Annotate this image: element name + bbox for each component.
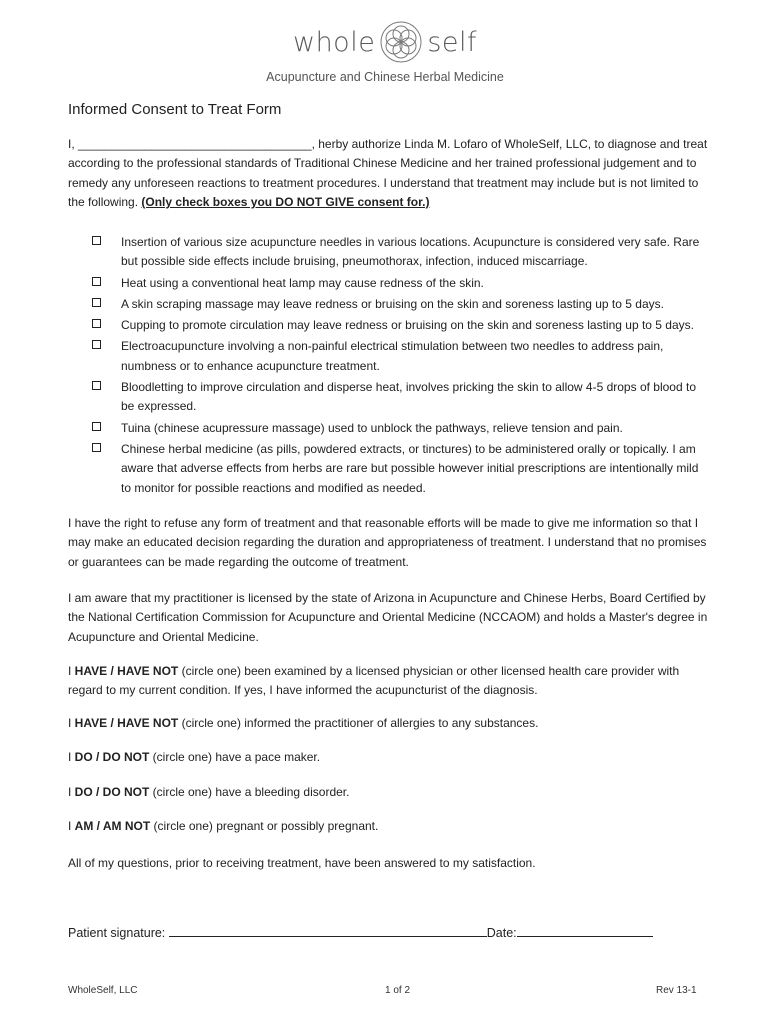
- treatment-text: Cupping to promote circulation may leave redness or bruising on the skin and soreness lasting up to 5 days.: [121, 318, 694, 333]
- flower-of-life-icon: [379, 20, 423, 64]
- treatment-item: [68, 419, 708, 438]
- treatment-text: Tuina (chinese acupressure massage) used to unblock the pathways, relieve tension and pain.: [121, 420, 623, 435]
- question-text: (circle one) been examined by a licensed physician or other licensed health care provider with regard to my current condition. If yes, I have informed the acupuncturist of the diagnosis.: [68, 664, 680, 698]
- treatment-item: [68, 233, 708, 272]
- allergies-question: [68, 714, 708, 733]
- footer-page-number: 1 of 2: [385, 985, 411, 996]
- treatment-text: Chinese herbal medicine (as pills, powdered extracts, or tinctures) to be administered orally or topically. I am aware that adverse effects from herbs are rare but possible however initial prescriptions are intentionally mild to monitor for possible reactions and modified as needed.: [121, 441, 699, 495]
- signature-row: [68, 924, 653, 940]
- circle-options[interactable]: HAVE / HAVE NOT: [74, 664, 179, 678]
- treatment-item: [68, 316, 708, 335]
- consent-checkbox[interactable]: [92, 443, 101, 452]
- treatment-text: Electroacupuncture involving a non-painful electrical stimulation between two needles to address pain, numbness or to enhance acupuncture treatment.: [121, 339, 664, 373]
- question-text: (circle one) informed the practitioner of allergies to any substances.: [178, 716, 539, 730]
- treatment-checklist: [68, 233, 708, 500]
- treatment-item: [68, 378, 708, 417]
- form-title: Informed Consent to Treat Form: [68, 101, 282, 118]
- satisfaction-statement: All of my questions, prior to receiving treatment, have been answered to my satisfaction.: [68, 856, 536, 870]
- logo-word-right: self: [427, 26, 477, 58]
- question-text: (circle one) pregnant or possibly pregnant.: [150, 819, 379, 833]
- question-prefix: I: [68, 750, 75, 764]
- consent-checkbox[interactable]: [92, 277, 101, 286]
- logo: [0, 20, 770, 64]
- pregnancy-question: [68, 817, 708, 836]
- treatment-text: Heat using a conventional heat lamp may cause redness of the skin.: [121, 275, 484, 290]
- tagline: Acupuncture and Chinese Herbal Medicine: [266, 70, 504, 84]
- bleeding-question: [68, 783, 708, 802]
- treatment-item: [68, 274, 708, 293]
- treatment-item: [68, 295, 708, 314]
- circle-options[interactable]: AM / AM NOT: [74, 819, 151, 833]
- consent-checkbox[interactable]: [92, 319, 101, 328]
- circle-options[interactable]: DO / DO NOT: [74, 750, 150, 764]
- logo-word-left: whole: [292, 26, 376, 58]
- consent-instruction: (Only check boxes you DO NOT GIVE consent for.): [141, 194, 430, 209]
- date-field[interactable]: [517, 924, 653, 937]
- consent-checkbox[interactable]: [92, 298, 101, 307]
- treatment-text: Insertion of various size acupuncture needles in various locations. Acupuncture is considered very safe. Rare but possible side effects include bruising, pneumothorax, infection, induced miscarriage.: [121, 235, 700, 269]
- intro-text: I, ___________________________________, herby authorize Linda M. Lofaro of WholeSelf, LLC, to diagnose and treat according to the professional standards of Traditional Chinese Medicine and her trained professional judgement and to remedy any unforeseen reactions to treatment procedures. I understand that treatment may include but is not limited to the following.: [68, 137, 708, 209]
- physician-question: [68, 662, 708, 701]
- patient-signature-label: Patient signature:: [68, 926, 166, 940]
- footer-revision: Rev 13-1: [656, 985, 697, 996]
- license-paragraph: I am aware that my practitioner is licensed by the state of Arizona in Acupuncture and Chinese Herbs, Board Certified by the National Certification Commission for Acupuncture and Oriental Medicine (NCCAOM) and holds a Master's degree in Acupuncture and Oriental Medicine.: [68, 591, 708, 644]
- question-prefix: I: [68, 664, 75, 678]
- question-prefix: I: [68, 819, 75, 833]
- treatment-text: Bloodletting to improve circulation and disperse heat, involves pricking the skin to allow 4-5 drops of blood to be expressed.: [121, 380, 696, 414]
- intro-paragraph: [68, 135, 708, 212]
- question-prefix: I: [68, 785, 75, 799]
- patient-signature-field[interactable]: [169, 924, 487, 937]
- date-label: Date:: [486, 926, 517, 940]
- consent-checkbox[interactable]: [92, 381, 101, 390]
- rights-paragraph: I have the right to refuse any form of treatment and that reasonable efforts will be made to give me information so that I may make an educated decision regarding the duration and appropriateness of treatment. I understand that no promises or guarantees can be made regarding the outcome of treatment.: [68, 516, 707, 569]
- circle-options[interactable]: HAVE / HAVE NOT: [74, 716, 179, 730]
- consent-checkbox[interactable]: [92, 422, 101, 431]
- question-text: (circle one) have a pace maker.: [149, 750, 321, 764]
- consent-checkbox[interactable]: [92, 236, 101, 245]
- consent-checkbox[interactable]: [92, 340, 101, 349]
- circle-options[interactable]: DO / DO NOT: [74, 785, 150, 799]
- treatment-item: [68, 337, 708, 376]
- treatment-item: [68, 440, 708, 498]
- treatment-text: A skin scraping massage may leave redness or bruising on the skin and soreness lasting up to 5 days.: [121, 296, 664, 311]
- pacemaker-question: [68, 748, 708, 767]
- footer-company: WholeSelf, LLC: [68, 985, 138, 996]
- question-prefix: I: [68, 716, 75, 730]
- question-text: (circle one) have a bleeding disorder.: [149, 785, 350, 799]
